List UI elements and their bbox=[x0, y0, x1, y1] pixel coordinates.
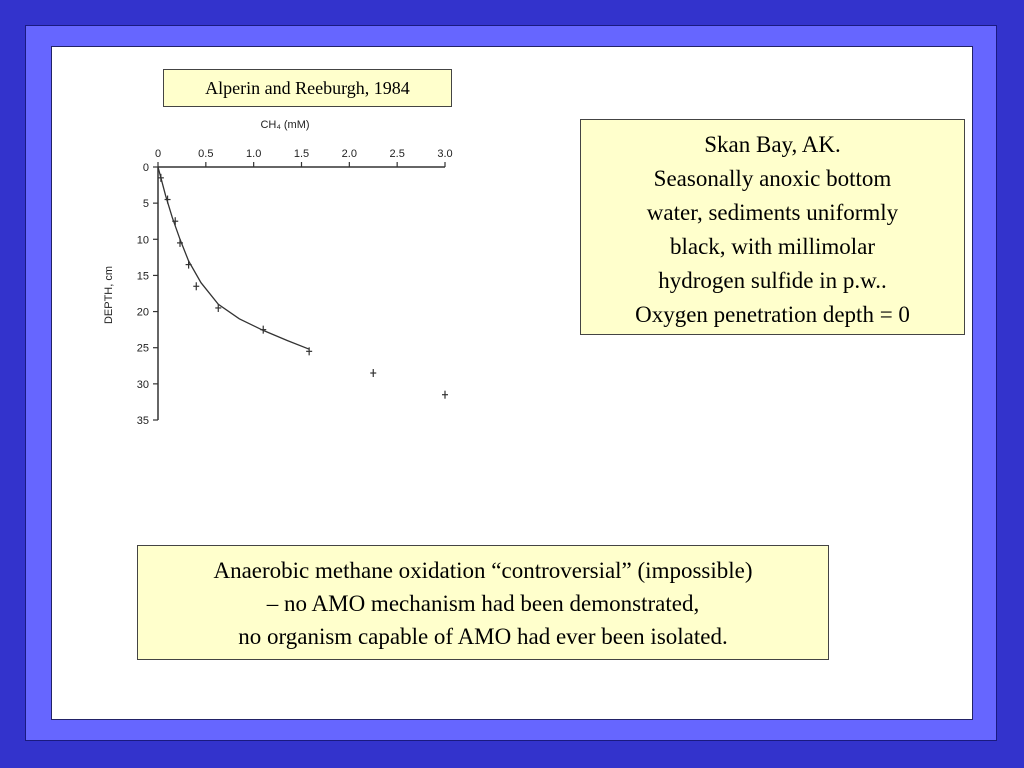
y-tick-label: 15 bbox=[136, 270, 149, 283]
x-tick-label: 1.5 bbox=[293, 148, 310, 160]
x-tick-label: 2.5 bbox=[389, 148, 405, 160]
y-tick-label: 0 bbox=[142, 162, 149, 174]
data-point bbox=[370, 369, 376, 377]
site-line: black, with millimolar bbox=[669, 234, 876, 259]
data-point bbox=[442, 391, 448, 399]
y-tick-label: 10 bbox=[136, 234, 149, 247]
fit-curve bbox=[158, 167, 309, 349]
site-line: Oxygen penetration depth = 0 bbox=[635, 302, 910, 327]
site-description-box bbox=[580, 119, 965, 335]
data-point bbox=[193, 282, 199, 290]
y-tick-label: 20 bbox=[136, 306, 149, 319]
y-axis-label: DEPTH, cm bbox=[103, 265, 115, 325]
x-tick-label: 0 bbox=[154, 148, 162, 160]
note-line: Anaerobic methane oxidation “controversial” (impossible) bbox=[213, 558, 753, 583]
site-line: water, sediments uniformly bbox=[646, 200, 899, 225]
data-point bbox=[186, 261, 192, 269]
x-tick-label: 0.5 bbox=[198, 148, 214, 160]
x-tick-label: 2.0 bbox=[341, 148, 357, 160]
site-line: hydrogen sulfide in p.w.. bbox=[658, 268, 887, 293]
y-tick-label: 35 bbox=[136, 415, 149, 427]
y-tick-label: 30 bbox=[136, 378, 149, 391]
data-point bbox=[158, 174, 164, 182]
site-line: Seasonally anoxic bottom bbox=[653, 166, 892, 191]
note-line: – no AMO mechanism had been demonstrated, bbox=[266, 591, 700, 616]
citation-label: Alperin and Reeburgh, 1984 bbox=[163, 69, 452, 107]
amo-note-box bbox=[137, 545, 829, 660]
data-point bbox=[260, 326, 266, 334]
site-line: Skan Bay, AK. bbox=[704, 132, 841, 157]
chart-marks bbox=[158, 167, 448, 399]
x-tick-label: 3.0 bbox=[437, 148, 453, 160]
x-tick-label: 1.0 bbox=[246, 148, 262, 160]
y-tick-label: 5 bbox=[142, 198, 149, 211]
methane-depth-chart bbox=[95, 110, 475, 440]
y-tick-label: 25 bbox=[136, 342, 149, 355]
x-axis-label: CH₄ (mM) bbox=[260, 119, 310, 131]
note-line: no organism capable of AMO had ever been isolated. bbox=[238, 624, 728, 649]
chart-axes bbox=[137, 148, 453, 427]
